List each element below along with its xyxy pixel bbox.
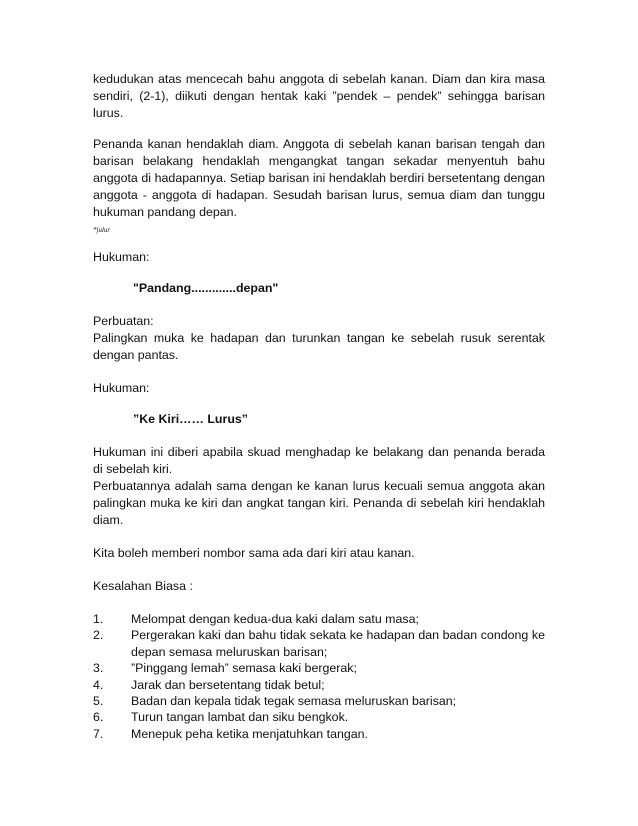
list-item <box>93 660 545 676</box>
hukuman-heading-1: Hukuman: <box>93 250 150 264</box>
list-number: 5. <box>93 694 104 709</box>
list-number: 3. <box>93 661 104 676</box>
paragraph-penanda-kanan: Penanda kanan hendaklah diam. Anggota di sebelah kanan barisan tengah dan barisan belakang hendaklah mengangkat tangan sekadar menyentuh bahu anggota di hadapannya. Setiap barisan ini hendaklah berdiri bersetentang dengan anggota - anggota di hadapan. Sesudah barisan lurus, semua diam dan tunggu hukuman pandang depan. <box>93 137 545 219</box>
list-item <box>93 726 545 742</box>
list-item <box>93 611 545 627</box>
list-number: 1. <box>93 612 104 626</box>
paragraph-hukuman-explanation: Hukuman ini diberi apabila skuad menghadap ke belakang dan penanda berada di sebelah kiri. <box>93 445 545 476</box>
paragraph-nombor: Kita boleh memberi nombor sama ada dari kiri atau kanan. <box>93 546 415 560</box>
footnote: *julur <box>93 226 111 234</box>
list-text: Menepuk peha ketika menjatuhkan tangan. <box>131 726 368 741</box>
list-number: 7. <box>93 726 104 741</box>
perbuatan-text: Palingkan muka ke hadapan dan turunkan tangan ke sebelah rusuk serentak dengan pantas. <box>93 331 545 362</box>
kesalahan-list <box>93 611 545 742</box>
list-item <box>93 693 545 709</box>
hukuman-heading-2: Hukuman: <box>93 381 150 395</box>
list-number: 4. <box>93 677 104 692</box>
paragraph-perbuatan-kiri: Perbuatannya adalah sama dengan ke kanan lurus kecuali semua anggota akan palingkan muka ke kiri dan angkat tangan kiri. Penanda di sebelah kiri hendaklah diam. <box>93 479 545 527</box>
list-item <box>93 677 545 693</box>
list-number: 6. <box>93 710 104 725</box>
command-pandang-depan: "Pandang.............depan" <box>133 281 279 295</box>
list-text: Jarak dan bersetentang tidak betul; <box>131 677 325 692</box>
document-page <box>93 71 545 742</box>
list-text: Badan dan kepala tidak tegak semasa meluruskan barisan; <box>131 694 457 709</box>
paragraph-intro: kedudukan atas mencecah bahu anggota di sebelah kanan. Diam dan kira masa sendiri, (2-1), diikuti dengan hentak kaki ”pendek – pendek” sehingga barisan lurus. <box>93 72 545 120</box>
command-ke-kiri-lurus: ”Ke Kiri…… Lurus” <box>133 412 248 426</box>
list-number: 2. <box>93 628 104 643</box>
list-text: Turun tangan lambat dan siku bengkok. <box>131 710 349 725</box>
kesalahan-heading: Kesalahan Biasa : <box>93 579 193 593</box>
perbuatan-heading: Perbuatan: <box>93 314 154 328</box>
list-text: ”Pinggang lemah” semasa kaki bergerak; <box>131 661 357 676</box>
list-item <box>93 709 545 725</box>
list-item <box>93 627 545 660</box>
list-text: Pergerakan kaki dan bahu tidak sekata ke hadapan dan badan condong ke depan semasa meluruskan barisan; <box>131 628 545 659</box>
list-text: Melompat dengan kedua-dua kaki dalam satu masa; <box>131 612 419 626</box>
